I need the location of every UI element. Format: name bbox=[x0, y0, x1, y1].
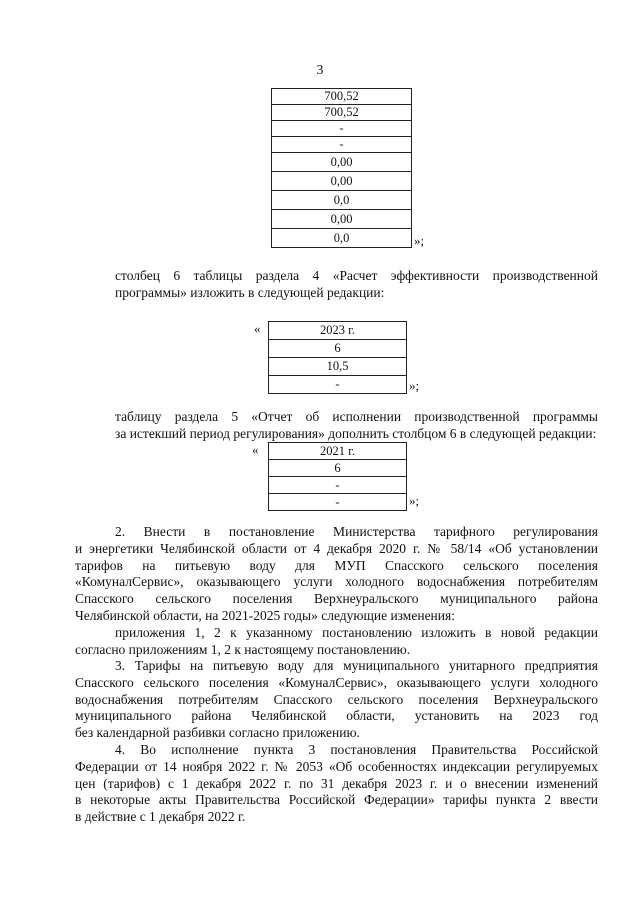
text-line: таблицу раздела 5 «Отчет об исполнении производственной программы bbox=[115, 409, 598, 424]
table-cell: - bbox=[269, 477, 407, 494]
text-line: Спасского сельского поселения Верхнеуральского муниципального района bbox=[75, 591, 598, 607]
text-line: программы» изложить в следующей редакции: bbox=[115, 284, 385, 300]
table-tariff-values bbox=[271, 88, 412, 248]
table-row bbox=[269, 477, 407, 494]
text-line: в некоторые акты Правительства Российской Федерации» тарифы пункта 2 ввести bbox=[75, 792, 598, 808]
table-report-2021 bbox=[268, 442, 407, 511]
table-cell: 700,52 bbox=[272, 105, 412, 121]
text-line: и энергетики Челябинской области от 4 декабря 2020 г. № 58/14 «Об установлении bbox=[75, 540, 598, 556]
table3-opening-quote: « bbox=[252, 442, 259, 457]
table-cell: - bbox=[272, 137, 412, 153]
text-line: согласно приложениям 1, 2 к настоящему постановлению. bbox=[75, 641, 411, 657]
text-line: Челябинской области, на 2021-2025 годы» следующие изменения: bbox=[75, 607, 455, 623]
table-row bbox=[272, 137, 412, 153]
text-line: Спасского сельского поселения «КомуналСервис», оказывающего услуги холодного bbox=[75, 674, 598, 690]
text-line: 3. Тарифы на питьевую воду для муниципального унитарного предприятия bbox=[115, 658, 598, 673]
paragraph-column6-section4 bbox=[75, 268, 598, 302]
table2-opening-quote: « bbox=[254, 321, 261, 336]
text-line: водоснабжения потребителям Спасского сельского поселения Верхнеуральского bbox=[75, 691, 598, 707]
table-cell: - bbox=[272, 121, 412, 137]
table-row bbox=[272, 105, 412, 121]
table-cell: 2021 г. bbox=[269, 443, 407, 460]
table-row bbox=[269, 443, 407, 460]
text-line: муниципального района Челябинской области, установить на 2023 год bbox=[75, 708, 598, 724]
table-cell: 0,00 bbox=[272, 172, 412, 191]
table-row bbox=[272, 89, 412, 105]
table-cell: 0,0 bbox=[272, 229, 412, 248]
text-line: «КомуналСервис», оказывающего услуги холодного водоснабжения потребителям bbox=[75, 574, 598, 590]
table-cell: 0,00 bbox=[272, 153, 412, 172]
table-row bbox=[272, 229, 412, 248]
text-line: в действие с 1 декабря 2022 г. bbox=[75, 809, 246, 825]
item-2-amendments bbox=[75, 524, 598, 625]
table-row bbox=[269, 358, 407, 376]
table3-closing-quote: »; bbox=[409, 493, 420, 508]
table-row bbox=[272, 172, 412, 191]
table1-closing-quote: »; bbox=[414, 233, 425, 248]
page-number: 3 bbox=[316, 62, 324, 77]
table-cell: 0,0 bbox=[272, 191, 412, 210]
table-row bbox=[272, 121, 412, 137]
text-line: тарифов на питьевую воду для МУП Спасского сельского поселения bbox=[75, 557, 598, 573]
text-line: столбец 6 таблицы раздела 4 «Расчет эффективности производственной bbox=[115, 268, 598, 283]
paragraph-section5-report bbox=[75, 409, 598, 443]
table-row bbox=[269, 340, 407, 358]
item-2-annexes bbox=[75, 625, 598, 659]
table-cell: 2023 г. bbox=[269, 322, 407, 340]
table-cell: - bbox=[269, 494, 407, 511]
text-line: цен (тарифов) с 1 декабря 2022 г. по 31 декабря 2023 г. и о внесении изменений bbox=[75, 775, 598, 791]
table-row bbox=[272, 191, 412, 210]
table2-closing-quote: »; bbox=[409, 378, 420, 393]
table-cell: 6 bbox=[269, 460, 407, 477]
table-row bbox=[269, 376, 407, 394]
table-row bbox=[269, 322, 407, 340]
table-cell: - bbox=[269, 376, 407, 394]
table-row bbox=[269, 494, 407, 511]
text-line: 2. Внести в постановление Министерства тарифного регулирования bbox=[115, 524, 598, 539]
table-cell: 700,52 bbox=[272, 89, 412, 105]
item-3-tariffs bbox=[75, 658, 598, 742]
item-4-effective-date bbox=[75, 742, 598, 826]
text-line: без календарной разбивки согласно приложению. bbox=[75, 725, 360, 741]
table-row bbox=[269, 460, 407, 477]
text-line: за истекший период регулирования» дополнить столбцом 6 в следующей редакции: bbox=[115, 425, 597, 441]
table-cell: 10,5 bbox=[269, 358, 407, 376]
table-efficiency-2023 bbox=[268, 321, 407, 394]
text-line: 4. Во исполнение пункта 3 постановления Правительства Российской bbox=[115, 742, 598, 757]
text-line: Федерации от 14 ноября 2022 г. № 2053 «Об особенностях индексации регулируемых bbox=[75, 758, 598, 774]
table-cell: 0,00 bbox=[272, 210, 412, 229]
table-row bbox=[272, 153, 412, 172]
text-line: приложения 1, 2 к указанному постановлению изложить в новой редакции bbox=[115, 625, 598, 640]
table-cell: 6 bbox=[269, 340, 407, 358]
table-row bbox=[272, 210, 412, 229]
